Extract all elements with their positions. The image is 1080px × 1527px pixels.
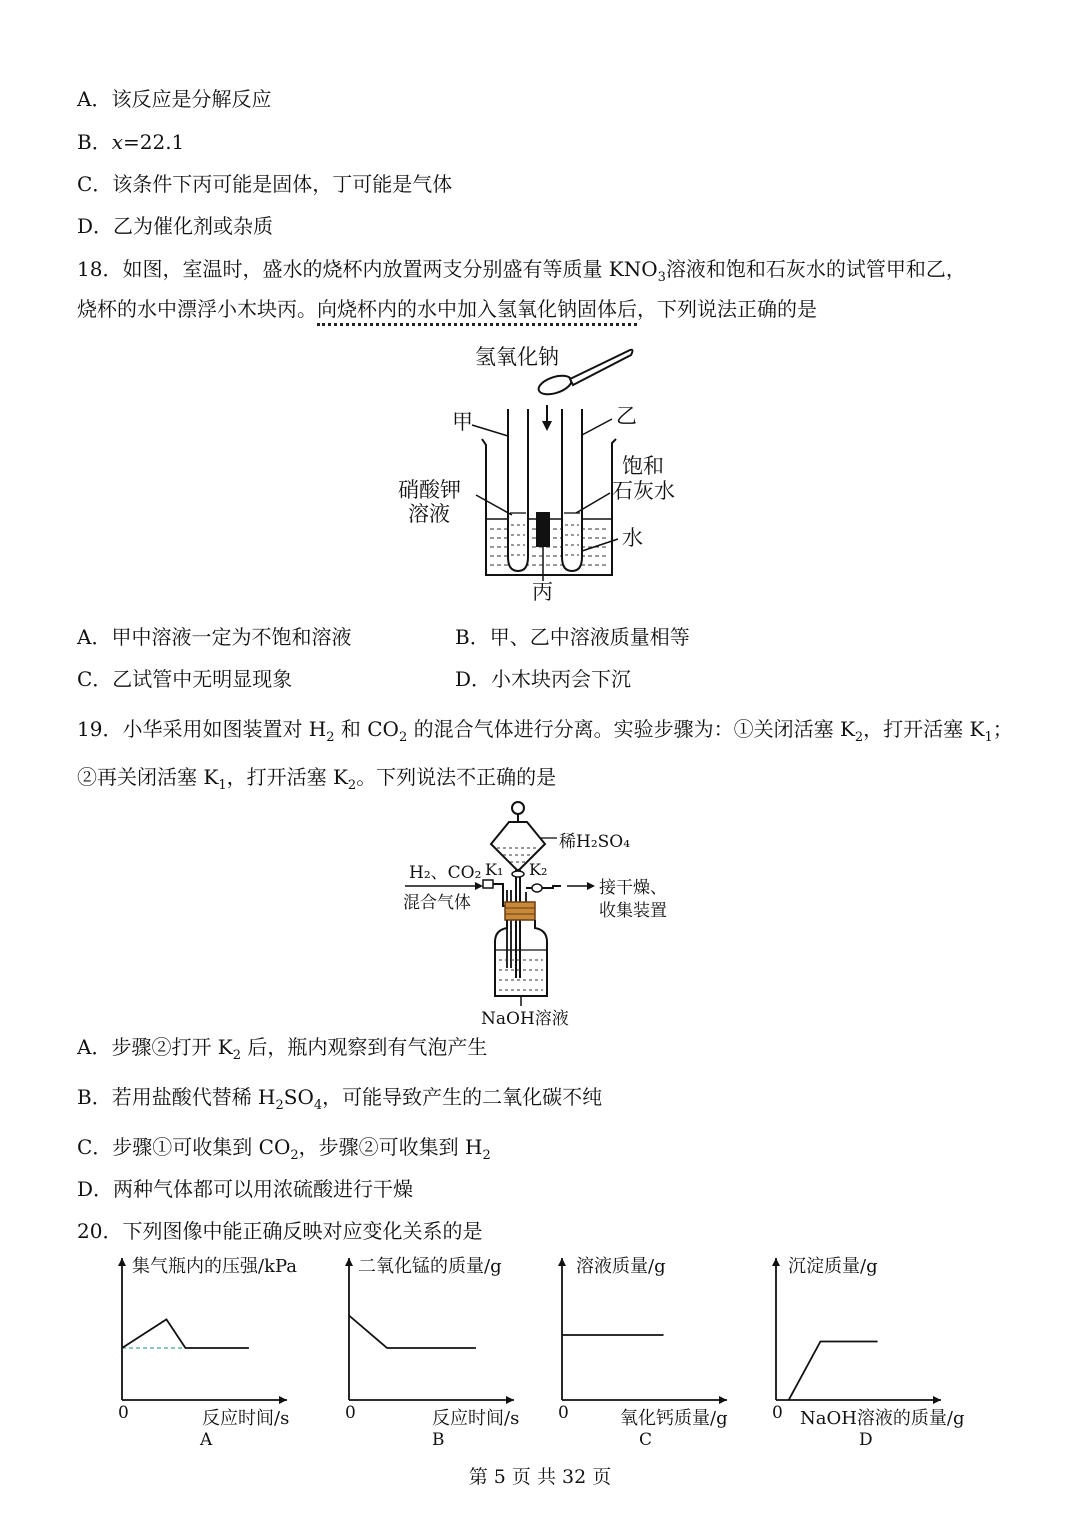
q17-option-d: D．乙为催化剂或杂质 <box>77 214 274 238</box>
q17-option-b: B．x=22.1 <box>77 130 185 154</box>
chart-c-title: C <box>639 1430 653 1450</box>
chart-b-series-line <box>349 1316 476 1349</box>
chart-c-ylabel: 溶液质量/g <box>576 1256 666 1277</box>
q19-stem-line1: 19．小华采用如图装置对 $H_2$ 和 $CO_2$ 的混合气体进行分离。实验步骤为：①关闭活塞 $K_2$，打开活塞 $K_1$； <box>77 717 1013 745</box>
chart-d-xlabel: NaOH溶液的质量/g <box>800 1408 965 1429</box>
label-yi: 乙 <box>616 404 637 428</box>
k2-stopcock <box>532 884 542 892</box>
q17-option-a: A．该反应是分解反应 <box>77 87 272 111</box>
q19-stem-line2: ②再关闭活塞 $K_1$，打开活塞 $K_2$。下列说法不正确的是 <box>77 765 557 793</box>
label-outlet-2: 收集装置 <box>599 901 667 921</box>
chart-a-series-line <box>122 1319 249 1348</box>
label-lime-1: 饱和 <box>622 454 664 478</box>
q18-beaker-figure <box>390 335 710 610</box>
chart-a-y-arrow <box>118 1258 126 1266</box>
chart-a-x-arrow <box>279 1396 287 1404</box>
k1-stopcock <box>512 871 524 877</box>
q18-option-d: D．小木块丙会下沉 <box>455 667 632 691</box>
q18-stem-line2: 烧杯的水中漂浮小木块丙。向烧杯内的水中加入氢氧化钠固体后，下列说法正确的是 <box>77 296 817 322</box>
chart-c-origin: 0 <box>558 1403 569 1423</box>
q19-option-b: B．若用盐酸代替稀 $H_2SO_4$，可能导致产生的二氧化碳不纯 <box>77 1085 603 1113</box>
chart-d-title: D <box>859 1430 873 1450</box>
label-bing: 丙 <box>532 580 553 604</box>
q19-option-d: D．两种气体都可以用浓硫酸进行干燥 <box>77 1177 414 1201</box>
q18-emphasis: 向烧杯内的水中加入氢氧化钠固体后 <box>317 297 637 326</box>
chart-a-origin: 0 <box>118 1403 129 1423</box>
label-water: 水 <box>622 526 643 550</box>
label-jia: 甲 <box>452 410 473 434</box>
page-footer: 第 5 页 共 32 页 <box>468 1466 612 1488</box>
label-kno3-1: 硝酸钾 <box>398 478 461 502</box>
chart-c-xlabel: 氧化钙质量/g <box>620 1408 728 1429</box>
spoon-handle <box>570 350 632 385</box>
funnel-stopper <box>512 802 524 814</box>
q18-option-a: A．甲中溶液一定为不饱和溶液 <box>77 625 352 649</box>
chart-a-xlabel: 反应时间/s <box>202 1408 290 1429</box>
chart-c-y-arrow <box>558 1258 566 1266</box>
q18-option-b: B．甲、乙中溶液质量相等 <box>455 625 690 649</box>
label-k2: K₂ <box>529 860 548 879</box>
q17-option-c: C．该条件下丙可能是固体，丁可能是气体 <box>77 172 453 196</box>
q19-option-a: A．步骤②打开 $K_2$ 后，瓶内观察到有气泡产生 <box>77 1035 488 1063</box>
q19-apparatus-figure <box>395 798 695 1030</box>
label-mixed-gas: 混合气体 <box>403 893 471 913</box>
chart-d-x-arrow <box>933 1396 941 1404</box>
chart-d-origin: 0 <box>772 1403 783 1423</box>
beaker <box>482 439 616 575</box>
chart-b-ylabel: 二氧化锰的质量/g <box>358 1256 502 1277</box>
label-k1: K₁ <box>485 860 504 879</box>
q18-option-c: C．乙试管中无明显现象 <box>77 667 293 691</box>
test-tube-yi <box>562 409 582 571</box>
label-naoh-solution: NaOH溶液 <box>481 1009 569 1029</box>
q19-option-c: C．步骤①可收集到 $CO_2$，步骤②可收集到 $H_2$ <box>77 1135 491 1163</box>
label-dilute-acid: 稀H₂SO₄ <box>559 832 631 852</box>
chart-a-title: A <box>200 1430 213 1450</box>
label-lime-2: 石灰水 <box>612 479 675 503</box>
q18-stem-line1: 18．如图，室温时，盛水的烧杯内放置两支分别盛有等质量 $KNO_3$溶液和饱和石灰水的试管甲和乙， <box>77 257 966 285</box>
label-kno3-2: 溶液 <box>408 502 450 526</box>
chart-b-title: B <box>432 1430 445 1450</box>
test-tube-jia <box>508 409 528 571</box>
q20-charts <box>0 1250 1080 1455</box>
chart-d-series-line <box>789 1342 878 1401</box>
label-gas-mix: H₂、CO₂ <box>409 863 482 883</box>
chart-b-xlabel: 反应时间/s <box>432 1408 520 1429</box>
chart-b-origin: 0 <box>345 1403 356 1423</box>
spoon-bowl <box>536 372 573 398</box>
chart-d-ylabel: 沉淀质量/g <box>788 1256 878 1277</box>
q20-stem: 20．下列图像中能正确反映对应变化关系的是 <box>77 1219 483 1243</box>
label-outlet-1: 接干燥、 <box>599 878 667 898</box>
chart-d-y-arrow <box>772 1258 780 1266</box>
rubber-stopper <box>505 902 535 920</box>
chart-b-y-arrow <box>345 1258 353 1266</box>
wood-block <box>536 512 550 547</box>
chart-c-x-arrow <box>719 1396 727 1404</box>
label-naoh: 氢氧化钠 <box>475 345 559 369</box>
chart-b-x-arrow <box>506 1396 514 1404</box>
chart-a-ylabel: 集气瓶内的压强/kPa <box>132 1256 298 1277</box>
